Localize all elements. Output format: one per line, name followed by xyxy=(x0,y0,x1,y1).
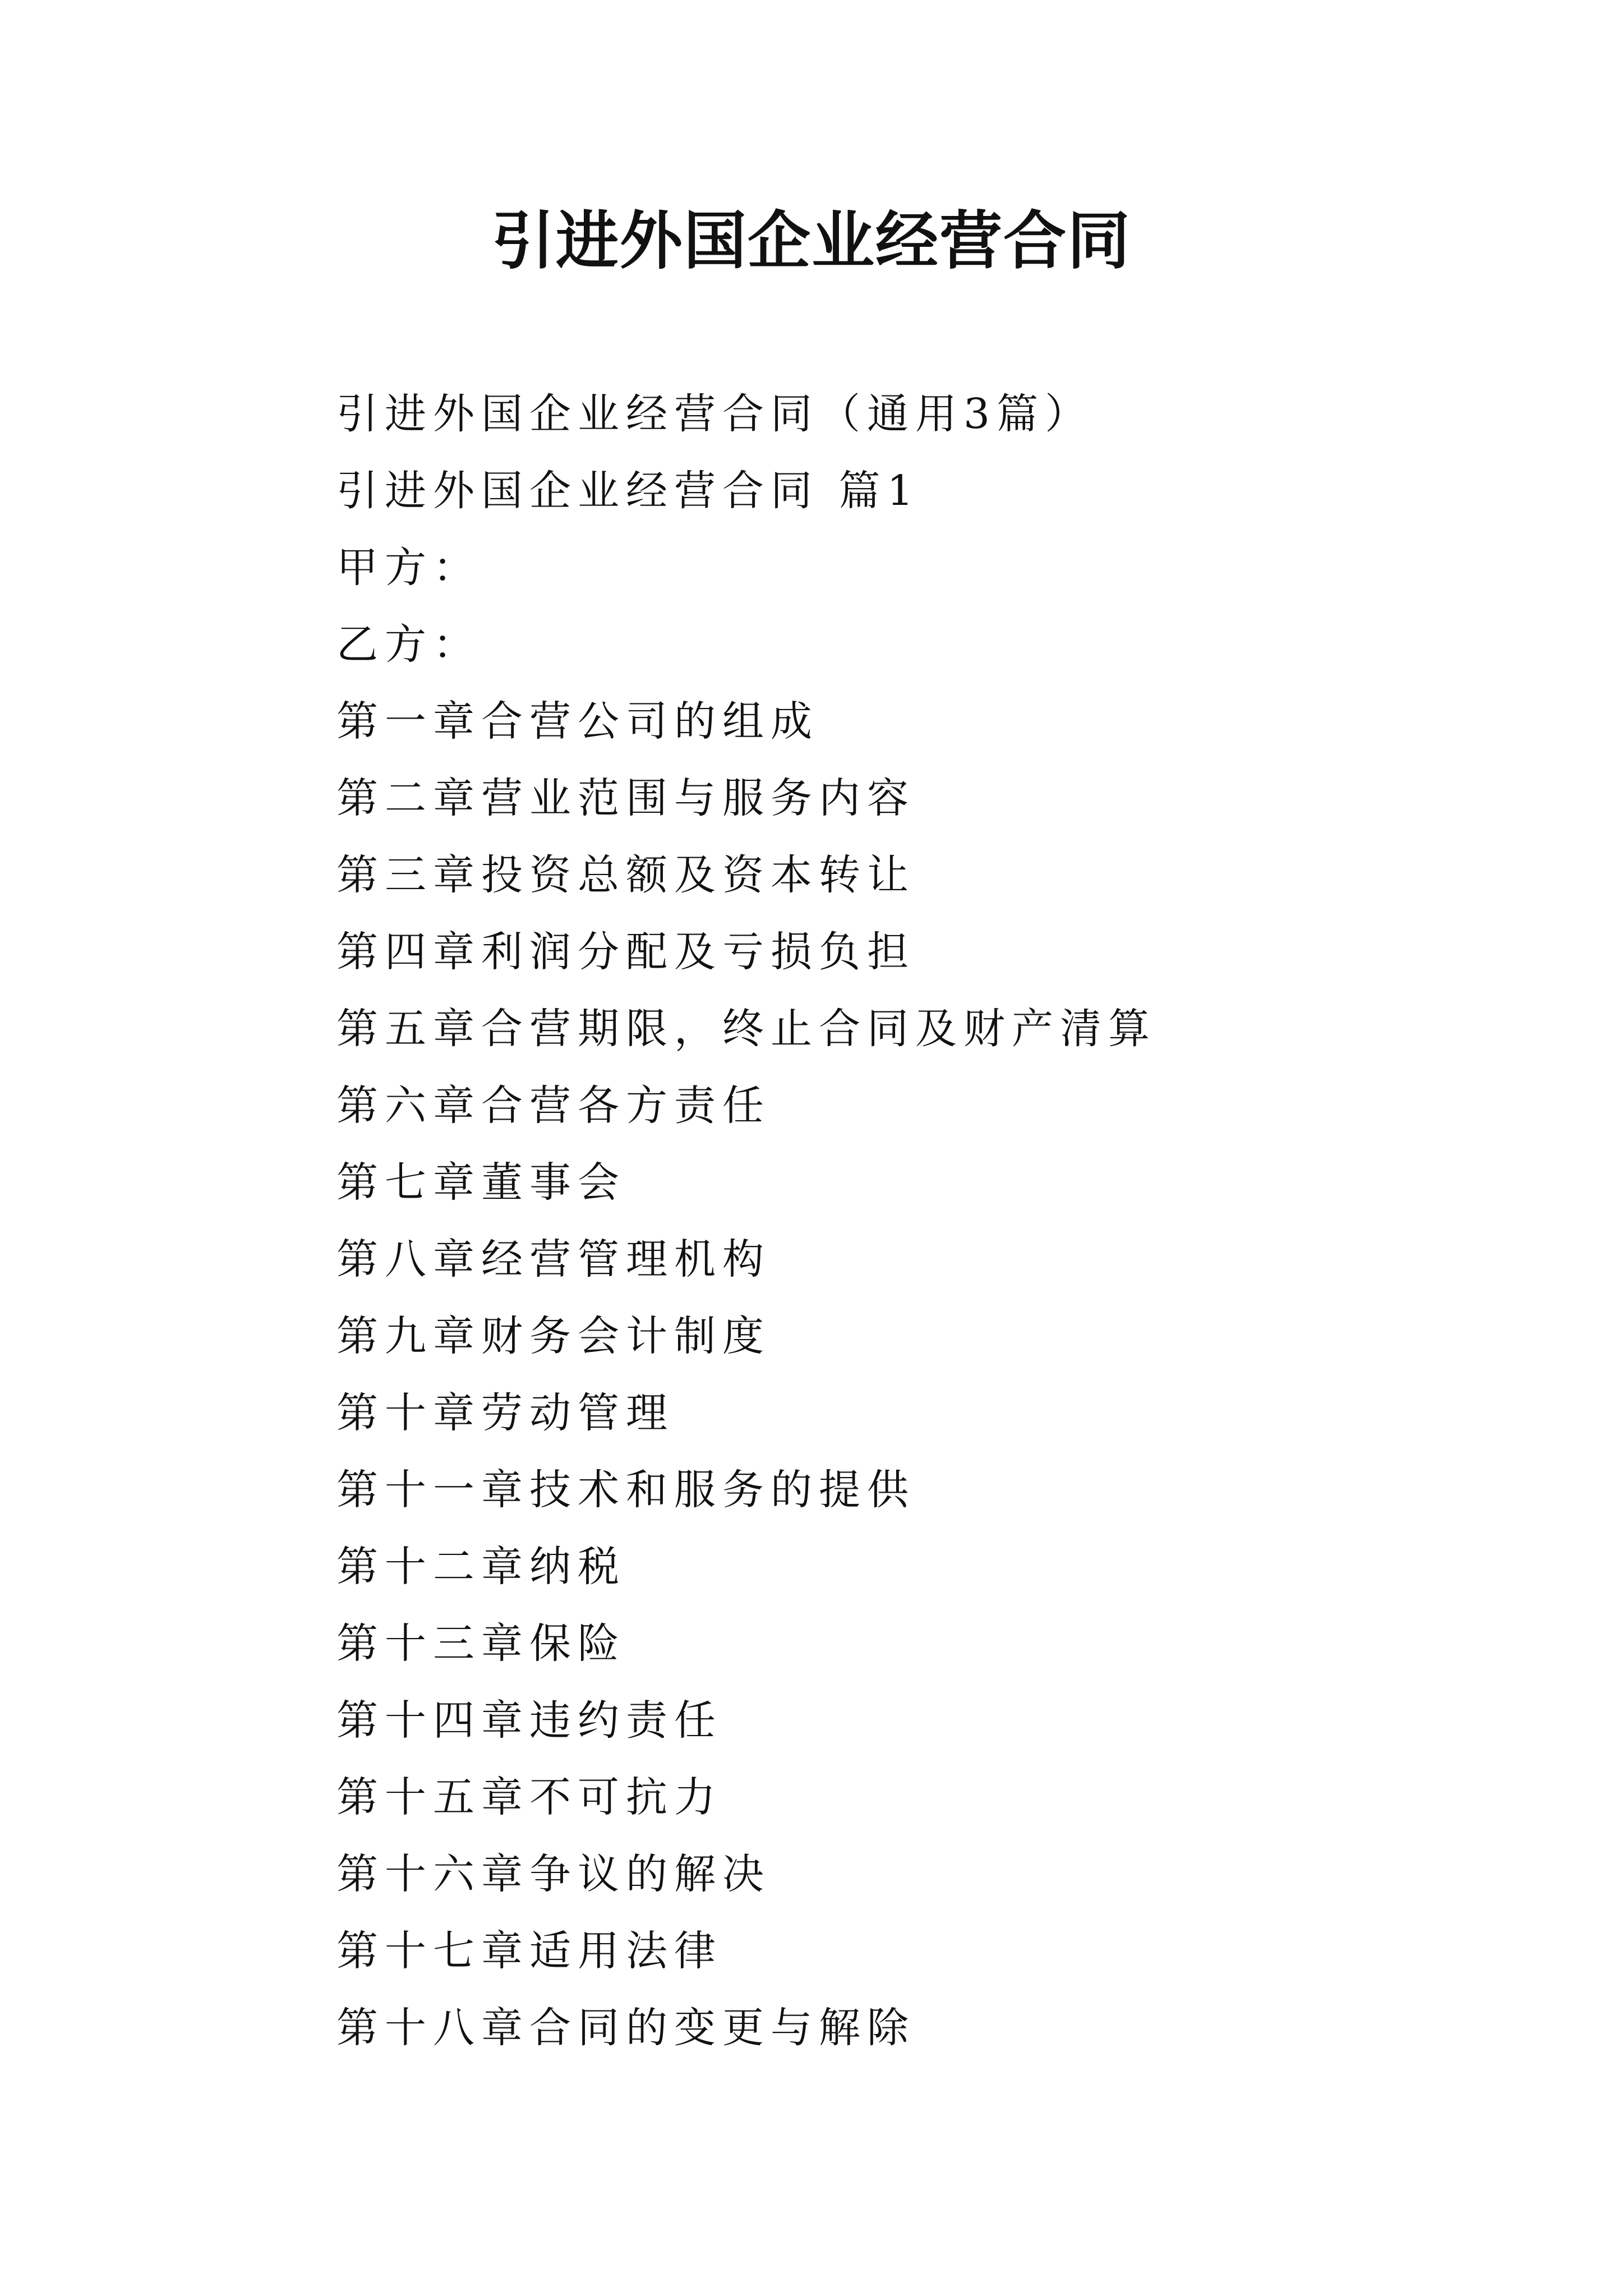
document-body xyxy=(336,376,1514,2067)
chapter-item: 第十八章合同的变更与解除 xyxy=(336,2004,915,2052)
chapter-item: 第七章董事会 xyxy=(336,1158,626,1207)
document-title: 引进外国企业经营合同 xyxy=(492,204,1131,278)
chapter-item: 第十章劳动管理 xyxy=(336,1389,674,1437)
party-b-label: 乙方： xyxy=(336,620,481,669)
chapter-item: 第二章营业范围与服务内容 xyxy=(336,774,915,822)
chapter-item: 第十七章适用法律 xyxy=(336,1927,722,1975)
chapter-item: 第三章投资总额及资本转让 xyxy=(336,851,915,899)
chapter-item: 第十三章保险 xyxy=(336,1619,626,1668)
chapter-item: 第五章合营期限，终止合同及财产清算 xyxy=(336,1005,1156,1053)
chapter-item: 第八章经营管理机构 xyxy=(336,1235,771,1283)
chapter-item: 第十四章违约责任 xyxy=(336,1696,722,1745)
chapter-item: 第十五章不可抗力 xyxy=(336,1773,722,1821)
document-subtitle: 引进外国企业经营合同（通用3篇） xyxy=(336,390,1094,438)
party-a-label: 甲方： xyxy=(336,544,481,592)
chapter-item: 第十二章纳税 xyxy=(336,1543,626,1591)
chapter-item: 第十一章技术和服务的提供 xyxy=(336,1466,915,1514)
chapter-item: 第十六章争议的解决 xyxy=(336,1850,771,1898)
chapter-item: 第一章合营公司的组成 xyxy=(336,697,819,746)
chapter-item: 第九章财务会计制度 xyxy=(336,1312,771,1360)
chapter-item: 第四章利润分配及亏损负担 xyxy=(336,928,915,976)
chapter-item: 第六章合营各方责任 xyxy=(336,1082,771,1130)
section-heading: 引进外国企业经营合同 篇1 xyxy=(336,467,920,515)
